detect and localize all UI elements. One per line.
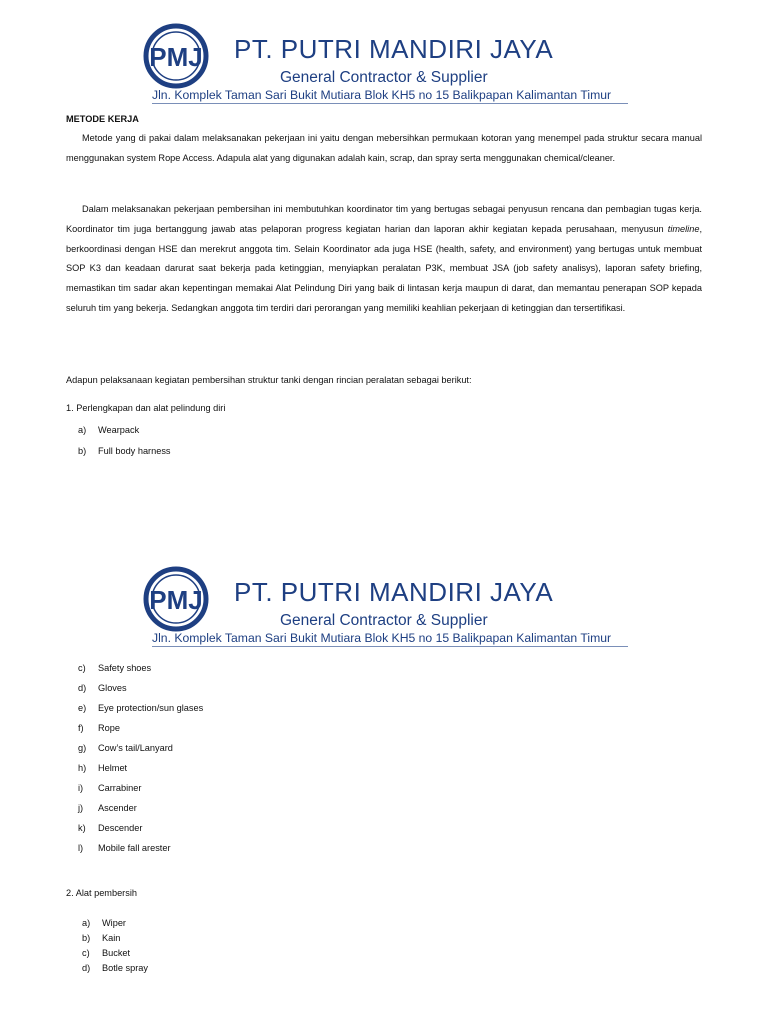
list-text: Kain: [102, 933, 121, 943]
list-marker: j): [78, 803, 84, 813]
list-marker: c): [82, 948, 90, 958]
list-text: Gloves: [98, 683, 127, 693]
list-marker: e): [78, 703, 87, 713]
list-text: Mobile fall arester: [98, 843, 171, 853]
letterhead-page-2: [138, 557, 638, 649]
list-marker: i): [78, 783, 84, 793]
company-address: Jln. Komplek Taman Sari Bukit Mutiara Blok KH5 no 15 Balikpapan Kalimantan Timur: [152, 88, 612, 102]
company-name: PT. PUTRI MANDIRI JAYA: [234, 577, 554, 607]
list-marker: a): [82, 918, 91, 928]
list-text: Rope: [98, 723, 120, 733]
list-text: Helmet: [98, 763, 128, 773]
list-marker: c): [78, 663, 86, 673]
list-marker: k): [78, 823, 86, 833]
list-text: Carrabiner: [98, 783, 142, 793]
paragraph-team-part1: Dalam melaksanakan pekerjaan pembersihan ini membutuhkan koordinator tim yang bertugas sebagai penyusun rencana dan pembagian tugas kerja. Koordinator tim juga bertanggung jawab atas pelaporan progress kegiatan harian dan laporan akhir kegiatan kepada perusahaan, menyusun: [66, 204, 702, 234]
paragraph-team-emphasis: timeline: [667, 223, 700, 234]
list-text: Descender: [98, 823, 143, 833]
paragraph-method: Metode yang di pakai dalam melaksanakan pekerjaan ini yaitu dengan mebersihkan permukaan kotoran yang menempel pada struktur secara manual menggunakan system Rope Access. Adapula alat yang digunakan adalah kain, scrap, dan spray serta menggunakan chemical/cleaner.: [66, 133, 702, 163]
list-text: Wearpack: [98, 425, 140, 435]
list-marker: a): [78, 425, 87, 435]
company-tagline: General Contractor & Supplier: [280, 69, 488, 86]
company-logo: [142, 22, 210, 90]
list-text: Full body harness: [98, 446, 171, 456]
company-tagline: General Contractor & Supplier: [280, 612, 488, 629]
list-text: Eye protection/sun glases: [98, 703, 204, 713]
list-ppe-title: 1. Perlengkapan dan alat pelindung diri: [66, 403, 226, 413]
list-text: Safety shoes: [98, 663, 152, 673]
list-marker: b): [82, 933, 91, 943]
logo-text: PMJ: [149, 585, 203, 615]
company-logo: [142, 565, 210, 633]
paragraph-team-part2: , berkoordinasi dengan HSE dan merekrut anggota tim. Selain Koordinator ada juga HSE (health, safety, and environment) yang bertugas untuk membuat SOP K3 dan keadaan darurat saat bekerja pada ketinggian, menyiapkan peralatan P3K, membuat JSA (job safety analisys), laporan safety briefing, memastikan tim sadar akan kepentingan memakai Alat Pelindung Diri yang baik di lintasan kerja maupun di darat, dan memantau penerapan SOP kepada seluruh tim yang bekerja. Sedangkan anggota tim terdiri dari perorangan yang memiliki keahlian pekerjaan di ketinggian dan tersertifikasi.: [66, 223, 702, 313]
list-cleaning-title: 2. Alat pembersih: [66, 888, 137, 898]
company-name: PT. PUTRI MANDIRI JAYA: [234, 34, 554, 64]
logo-text: PMJ: [149, 42, 203, 72]
paragraph-team: [66, 200, 702, 319]
list-marker: b): [78, 446, 87, 456]
list-text: Bucket: [102, 948, 131, 958]
list-marker: h): [78, 763, 87, 773]
list-marker: d): [78, 683, 87, 693]
equipment-intro: Adapun pelaksanaan kegiatan pembersihan struktur tanki dengan rincian peralatan sebagai berikut:: [66, 375, 472, 385]
letterhead: [138, 14, 638, 106]
company-address: Jln. Komplek Taman Sari Bukit Mutiara Blok KH5 no 15 Balikpapan Kalimantan Timur: [152, 631, 612, 645]
list-text: Wiper: [102, 918, 126, 928]
list-marker: g): [78, 743, 87, 753]
section-heading: METODE KERJA: [66, 114, 139, 124]
list-text: Botle spray: [102, 963, 148, 973]
letterhead-divider: [152, 646, 628, 647]
list-marker: f): [78, 723, 84, 733]
list-text: Cow’s tail/Lanyard: [98, 743, 173, 753]
list-text: Ascender: [98, 803, 137, 813]
list-marker: l): [78, 843, 84, 853]
list-marker: d): [82, 963, 91, 973]
letterhead-divider: [152, 103, 628, 104]
